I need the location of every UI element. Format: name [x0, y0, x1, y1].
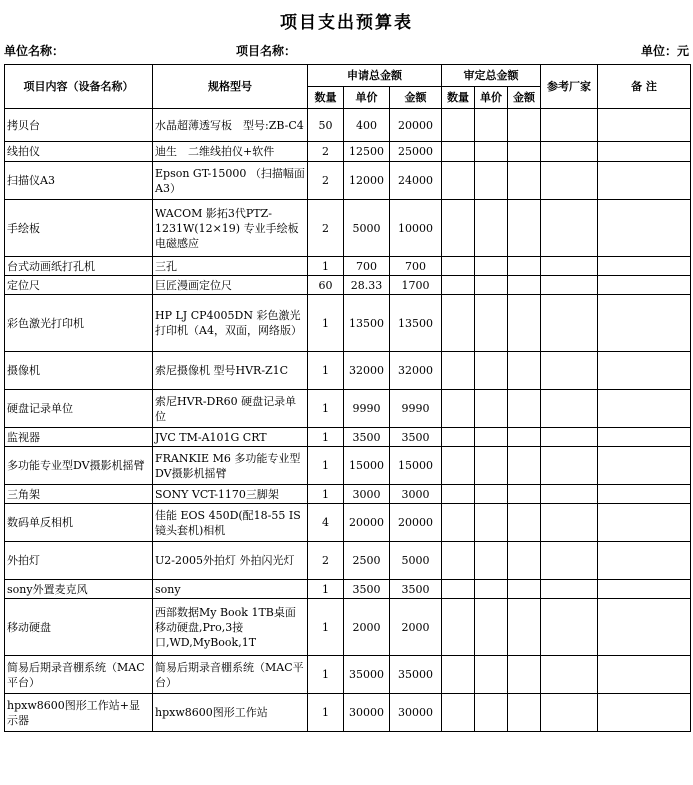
remarks-cell	[598, 142, 691, 162]
reference-vendor-cell	[541, 542, 598, 580]
spec-cell: U2-2005外拍灯 外拍闪光灯	[153, 542, 308, 580]
reference-vendor-cell	[541, 109, 598, 142]
qty-cell: 1	[308, 352, 344, 390]
approved-qty-cell	[442, 390, 475, 428]
approved-price-cell	[475, 276, 508, 295]
table-row	[5, 390, 691, 428]
reference-vendor-cell	[541, 504, 598, 542]
remarks-cell	[598, 447, 691, 485]
qty-cell: 2	[308, 200, 344, 257]
approved-qty-cell	[442, 447, 475, 485]
qty-cell: 1	[308, 428, 344, 447]
spec-cell: 索尼摄像机 型号HVR-Z1C	[153, 352, 308, 390]
table-row	[5, 656, 691, 694]
header-applied-qty: 数量	[308, 87, 344, 109]
item-name-cell: 硬盘记录单位	[5, 390, 153, 428]
qty-cell: 2	[308, 162, 344, 200]
spec-cell: Epson GT-15000 （扫描幅面 A3）	[153, 162, 308, 200]
spec-cell: 迪生 二维线拍仪+软件	[153, 142, 308, 162]
table-row	[5, 162, 691, 200]
header-approved-qty: 数量	[442, 87, 475, 109]
approved-price-cell	[475, 109, 508, 142]
qty-cell: 1	[308, 295, 344, 352]
amount-cell: 3500	[390, 428, 442, 447]
spec-cell: 西部数据My Book 1TB桌面移动硬盘,Pro,3接口,WD,MyBook,1T	[153, 599, 308, 656]
approved-qty-cell	[442, 580, 475, 599]
item-name-cell: 拷贝台	[5, 109, 153, 142]
unit-price-cell: 3500	[344, 428, 390, 447]
header-approved-total: 审定总金额	[442, 65, 541, 87]
spec-cell: 索尼HVR-DR60 硬盘记录单位	[153, 390, 308, 428]
amount-cell: 10000	[390, 200, 442, 257]
amount-cell: 3000	[390, 485, 442, 504]
item-name-cell: hpxw8600图形工作站+显示器	[5, 694, 153, 732]
spec-cell: hpxw8600图形工作站	[153, 694, 308, 732]
unit-price-cell: 12500	[344, 142, 390, 162]
spec-cell: SONY VCT-1170三脚架	[153, 485, 308, 504]
reference-vendor-cell	[541, 200, 598, 257]
amount-cell: 5000	[390, 542, 442, 580]
approved-amount-cell	[508, 390, 541, 428]
approved-price-cell	[475, 542, 508, 580]
approved-price-cell	[475, 257, 508, 276]
spec-cell: sony	[153, 580, 308, 599]
item-name-cell: 线拍仪	[5, 142, 153, 162]
reference-vendor-cell	[541, 295, 598, 352]
header-applied-total: 申请总金额	[308, 65, 442, 87]
approved-price-cell	[475, 162, 508, 200]
remarks-cell	[598, 504, 691, 542]
approved-price-cell	[475, 295, 508, 352]
approved-price-cell	[475, 390, 508, 428]
item-name-cell: 三角架	[5, 485, 153, 504]
table-row	[5, 295, 691, 352]
table-row	[5, 580, 691, 599]
approved-price-cell	[475, 694, 508, 732]
approved-qty-cell	[442, 656, 475, 694]
reference-vendor-cell	[541, 162, 598, 200]
approved-qty-cell	[442, 200, 475, 257]
table-row	[5, 257, 691, 276]
header-reference-vendor: 参考厂家	[541, 65, 598, 109]
amount-cell: 15000	[390, 447, 442, 485]
qty-cell: 2	[308, 142, 344, 162]
qty-cell: 4	[308, 504, 344, 542]
unit-price-cell: 3500	[344, 580, 390, 599]
qty-cell: 1	[308, 447, 344, 485]
remarks-cell	[598, 694, 691, 732]
item-name-cell: 摄像机	[5, 352, 153, 390]
approved-price-cell	[475, 656, 508, 694]
remarks-cell	[598, 276, 691, 295]
header-applied-amount: 金额	[390, 87, 442, 109]
table-row	[5, 200, 691, 257]
approved-qty-cell	[442, 276, 475, 295]
reference-vendor-cell	[541, 447, 598, 485]
header-applied-price: 单价	[344, 87, 390, 109]
approved-amount-cell	[508, 142, 541, 162]
approved-price-cell	[475, 504, 508, 542]
approved-price-cell	[475, 599, 508, 656]
item-name-cell: 数码单反相机	[5, 504, 153, 542]
approved-amount-cell	[508, 295, 541, 352]
qty-cell: 2	[308, 542, 344, 580]
amount-cell: 700	[390, 257, 442, 276]
approved-price-cell	[475, 352, 508, 390]
approved-amount-cell	[508, 276, 541, 295]
table-row	[5, 542, 691, 580]
reference-vendor-cell	[541, 352, 598, 390]
amount-cell: 13500	[390, 295, 442, 352]
header-approved-price: 单价	[475, 87, 508, 109]
approved-qty-cell	[442, 504, 475, 542]
spec-cell: 水晶超薄透写板 型号:ZB-C4	[153, 109, 308, 142]
approved-amount-cell	[508, 599, 541, 656]
qty-cell: 1	[308, 599, 344, 656]
qty-cell: 1	[308, 580, 344, 599]
table-row	[5, 352, 691, 390]
qty-cell: 1	[308, 257, 344, 276]
reference-vendor-cell	[541, 390, 598, 428]
spec-cell: WACOM 影拓3代PTZ-1231W(12×19) 专业手绘板 电磁感应	[153, 200, 308, 257]
unit-price-cell: 32000	[344, 352, 390, 390]
qty-cell: 1	[308, 390, 344, 428]
header-approved-amount: 金额	[508, 87, 541, 109]
header-spec: 规格型号	[153, 65, 308, 109]
table-row	[5, 504, 691, 542]
spec-cell: 简易后期录音棚系统（MAC平台）	[153, 656, 308, 694]
item-name-cell: 台式动画纸打孔机	[5, 257, 153, 276]
approved-qty-cell	[442, 694, 475, 732]
spec-cell: HP LJ CP4005DN 彩色激光打印机（A4，双面，网络版）	[153, 295, 308, 352]
header-row-top	[5, 65, 691, 87]
table-row	[5, 428, 691, 447]
approved-amount-cell	[508, 580, 541, 599]
unit-price-cell: 400	[344, 109, 390, 142]
spec-cell: FRANKIE M6 多功能专业型DV摄影机摇臂	[153, 447, 308, 485]
remarks-cell	[598, 485, 691, 504]
reference-vendor-cell	[541, 276, 598, 295]
approved-amount-cell	[508, 352, 541, 390]
amount-cell: 9990	[390, 390, 442, 428]
table-row	[5, 109, 691, 142]
remarks-cell	[598, 295, 691, 352]
approved-qty-cell	[442, 485, 475, 504]
project-name-label: 项目名称：	[236, 44, 297, 58]
approved-qty-cell	[442, 295, 475, 352]
table-row	[5, 694, 691, 732]
remarks-cell	[598, 580, 691, 599]
approved-amount-cell	[508, 447, 541, 485]
reference-vendor-cell	[541, 580, 598, 599]
spec-cell: 佳能 EOS 450D(配18-55 IS镜头套机)相机	[153, 504, 308, 542]
approved-amount-cell	[508, 504, 541, 542]
currency-unit-label: 单位：元	[640, 44, 689, 58]
item-name-cell: 彩色激光打印机	[5, 295, 153, 352]
approved-qty-cell	[442, 542, 475, 580]
amount-cell: 2000	[390, 599, 442, 656]
approved-amount-cell	[508, 200, 541, 257]
item-name-cell: 简易后期录音棚系统（MAC平台）	[5, 656, 153, 694]
item-name-cell: 外拍灯	[5, 542, 153, 580]
item-name-cell: 多功能专业型DV摄影机摇臂	[5, 447, 153, 485]
unit-price-cell: 2000	[344, 599, 390, 656]
amount-cell: 25000	[390, 142, 442, 162]
remarks-cell	[598, 542, 691, 580]
unit-price-cell: 30000	[344, 694, 390, 732]
approved-qty-cell	[442, 109, 475, 142]
reference-vendor-cell	[541, 428, 598, 447]
unit-price-cell: 5000	[344, 200, 390, 257]
reference-vendor-cell	[541, 656, 598, 694]
qty-cell: 1	[308, 694, 344, 732]
item-name-cell: 监视器	[5, 428, 153, 447]
document-title: 项目支出预算表	[280, 13, 413, 33]
unit-price-cell: 12000	[344, 162, 390, 200]
approved-qty-cell	[442, 142, 475, 162]
spec-cell: JVC TM-A101G CRT	[153, 428, 308, 447]
unit-price-cell: 28.33	[344, 276, 390, 295]
spec-cell: 三孔	[153, 257, 308, 276]
item-name-cell: 扫描仪A3	[5, 162, 153, 200]
remarks-cell	[598, 656, 691, 694]
item-name-cell: sony外置麦克风	[5, 580, 153, 599]
item-name-cell: 手绘板	[5, 200, 153, 257]
unit-price-cell: 15000	[344, 447, 390, 485]
remarks-cell	[598, 390, 691, 428]
amount-cell: 20000	[390, 109, 442, 142]
approved-amount-cell	[508, 109, 541, 142]
amount-cell: 30000	[390, 694, 442, 732]
budget-table	[4, 64, 691, 732]
approved-price-cell	[475, 485, 508, 504]
unit-price-cell: 13500	[344, 295, 390, 352]
remarks-cell	[598, 428, 691, 447]
approved-qty-cell	[442, 257, 475, 276]
approved-price-cell	[475, 200, 508, 257]
amount-cell: 3500	[390, 580, 442, 599]
approved-amount-cell	[508, 485, 541, 504]
remarks-cell	[598, 109, 691, 142]
unit-price-cell: 20000	[344, 504, 390, 542]
table-row	[5, 599, 691, 656]
amount-cell: 20000	[390, 504, 442, 542]
approved-amount-cell	[508, 656, 541, 694]
approved-qty-cell	[442, 162, 475, 200]
unit-price-cell: 9990	[344, 390, 390, 428]
qty-cell: 1	[308, 485, 344, 504]
reference-vendor-cell	[541, 694, 598, 732]
amount-cell: 32000	[390, 352, 442, 390]
reference-vendor-cell	[541, 142, 598, 162]
unit-price-cell: 35000	[344, 656, 390, 694]
remarks-cell	[598, 599, 691, 656]
approved-qty-cell	[442, 428, 475, 447]
approved-price-cell	[475, 447, 508, 485]
qty-cell: 1	[308, 656, 344, 694]
remarks-cell	[598, 257, 691, 276]
header-remarks: 备 注	[598, 65, 691, 109]
approved-price-cell	[475, 142, 508, 162]
unit-name-label: 单位名称：	[4, 44, 65, 58]
remarks-cell	[598, 162, 691, 200]
approved-price-cell	[475, 580, 508, 599]
approved-amount-cell	[508, 162, 541, 200]
spec-cell: 巨匠漫画定位尺	[153, 276, 308, 295]
approved-amount-cell	[508, 257, 541, 276]
approved-qty-cell	[442, 599, 475, 656]
table-row	[5, 142, 691, 162]
qty-cell: 50	[308, 109, 344, 142]
remarks-cell	[598, 200, 691, 257]
amount-cell: 24000	[390, 162, 442, 200]
unit-price-cell: 3000	[344, 485, 390, 504]
remarks-cell	[598, 352, 691, 390]
table-row	[5, 485, 691, 504]
approved-amount-cell	[508, 694, 541, 732]
table-row	[5, 276, 691, 295]
approved-qty-cell	[442, 352, 475, 390]
reference-vendor-cell	[541, 257, 598, 276]
approved-price-cell	[475, 428, 508, 447]
approved-amount-cell	[508, 542, 541, 580]
reference-vendor-cell	[541, 485, 598, 504]
table-row	[5, 447, 691, 485]
amount-cell: 35000	[390, 656, 442, 694]
budget-table-body	[5, 109, 691, 732]
item-name-cell: 移动硬盘	[5, 599, 153, 656]
item-name-cell: 定位尺	[5, 276, 153, 295]
approved-amount-cell	[508, 428, 541, 447]
unit-price-cell: 2500	[344, 542, 390, 580]
reference-vendor-cell	[541, 599, 598, 656]
qty-cell: 60	[308, 276, 344, 295]
amount-cell: 1700	[390, 276, 442, 295]
unit-price-cell: 700	[344, 257, 390, 276]
header-item: 项目内容（设备名称）	[5, 65, 153, 109]
